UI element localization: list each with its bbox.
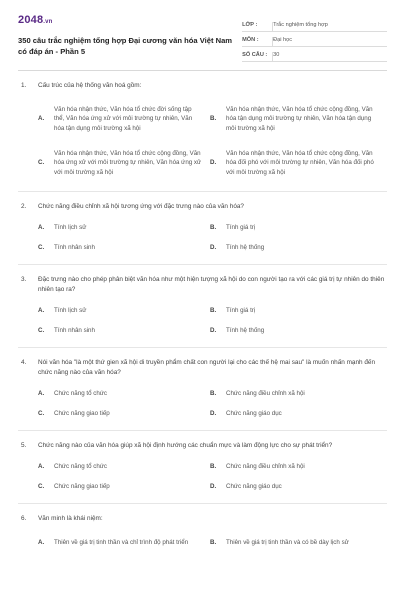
option-letter: B. xyxy=(210,463,217,471)
option-letter: A. xyxy=(38,115,45,123)
option-letter: A. xyxy=(38,224,45,232)
answer-option-b[interactable] xyxy=(210,218,382,238)
answer-option-d[interactable] xyxy=(210,141,382,185)
question-text: Cấu trúc của hệ thống văn hoá gồm: xyxy=(38,82,142,89)
site-logo[interactable] xyxy=(18,14,242,28)
option-letter: B. xyxy=(210,307,217,315)
option-letter: D. xyxy=(210,327,217,335)
option-text: Tính hệ thống xyxy=(226,244,265,252)
answer-option-a[interactable] xyxy=(38,530,210,556)
option-text: Chức năng điều chỉnh xã hội xyxy=(226,463,305,471)
question-number: 3. xyxy=(21,276,27,283)
option-text: Chức năng tổ chức xyxy=(54,463,107,471)
header-divider xyxy=(18,70,387,71)
question-4 xyxy=(18,358,387,431)
question-text-row xyxy=(18,514,387,524)
option-letter: C. xyxy=(38,244,45,252)
option-text: Chức năng giáo dục xyxy=(226,483,282,491)
question-text: Văn minh là khái niệm: xyxy=(38,515,103,522)
question-text: Chức năng nào của văn hóa giúp xã hội định hướng các chuẩn mực và làm động lực cho sự phát triển? xyxy=(38,442,333,449)
answer-options xyxy=(18,301,387,341)
option-letter: C. xyxy=(38,410,45,418)
answer-option-d[interactable] xyxy=(210,477,382,497)
meta-value xyxy=(272,22,387,31)
option-letter: C. xyxy=(38,327,45,335)
meta-row-class xyxy=(242,17,387,32)
option-text: Văn hóa nhận thức, Văn hóa tổ chức cộng đồng, Văn hóa tận dụng môi trường tự nhiên, Văn hóa tận dụng môi trường xã hội xyxy=(226,106,373,132)
option-letter: C. xyxy=(38,159,45,167)
meta-label: MÔN : xyxy=(242,37,259,43)
question-text-row xyxy=(18,441,387,451)
question-5 xyxy=(18,441,387,504)
option-text: Văn hóa nhận thức, Văn hóa tổ chức đời sống tập thể, Văn hóa ứng xử với môi trường tự nhiên, Văn hóa tận dụng môi trường xã hội xyxy=(54,106,193,132)
question-2 xyxy=(18,202,387,265)
option-letter: B. xyxy=(210,224,217,232)
answer-options xyxy=(18,97,387,185)
answer-option-c[interactable] xyxy=(38,404,210,424)
answer-option-a[interactable] xyxy=(38,457,210,477)
meta-row-subject xyxy=(242,32,387,47)
question-number: 4. xyxy=(21,359,27,366)
answer-options xyxy=(18,384,387,424)
option-text: Tính lịch sử xyxy=(54,224,87,232)
question-text-row xyxy=(18,275,387,295)
option-letter: A. xyxy=(38,539,45,547)
answer-option-a[interactable] xyxy=(38,97,210,141)
question-1 xyxy=(18,81,387,192)
option-letter: D. xyxy=(210,159,217,167)
option-letter: D. xyxy=(210,483,217,491)
option-letter: C. xyxy=(38,483,45,491)
question-text: Đặc trưng nào cho phép phân biệt văn hóa như một hiện tượng xã hội do con người tạo ra với các giá trị tự nhiên do thiên nhiên tạo ra? xyxy=(38,276,385,293)
option-letter: D. xyxy=(210,244,217,252)
option-text: Văn hóa nhận thức, Văn hóa tổ chức cộng đồng, Văn hóa đối phó với môi trường tự nhiên, Văn hóa đối phó với môi trường xã hội xyxy=(226,150,374,176)
meta-value-text: Đại học xyxy=(273,37,293,43)
answer-option-a[interactable] xyxy=(38,301,210,321)
question-number: 5. xyxy=(21,442,27,449)
answer-option-c[interactable] xyxy=(38,238,210,258)
option-text: Tính nhân sinh xyxy=(54,244,95,252)
question-number: 1. xyxy=(21,82,27,89)
logo-main: 2048 xyxy=(18,14,44,26)
answer-option-c[interactable] xyxy=(38,321,210,341)
answer-option-a[interactable] xyxy=(38,218,210,238)
question-text-row xyxy=(18,358,387,378)
answer-option-c[interactable] xyxy=(38,477,210,497)
option-letter: B. xyxy=(210,539,217,547)
option-text: Chức năng tổ chức xyxy=(54,390,107,398)
option-text: Tính giá trị xyxy=(226,307,256,315)
answer-option-b[interactable] xyxy=(210,384,382,404)
answer-option-c[interactable] xyxy=(38,141,210,185)
answer-option-b[interactable] xyxy=(210,301,382,321)
answer-option-b[interactable] xyxy=(210,97,382,141)
logo-suffix: .vn xyxy=(43,19,53,25)
option-letter: A. xyxy=(38,463,45,471)
answer-option-d[interactable] xyxy=(210,404,382,424)
option-letter: D. xyxy=(210,410,217,418)
meta-label: LỚP : xyxy=(242,22,258,28)
meta-value xyxy=(272,52,387,61)
meta-value-text: Trắc nghiệm tổng hợp xyxy=(273,22,328,28)
answer-option-d[interactable] xyxy=(210,321,382,341)
question-text: Chức năng điều chỉnh xã hội tương ứng với đặc trưng nào của văn hóa? xyxy=(38,203,244,210)
question-number: 6. xyxy=(21,515,27,522)
question-6 xyxy=(18,514,387,562)
option-text: Chức năng điều chỉnh xã hội xyxy=(226,390,305,398)
answer-option-d[interactable] xyxy=(210,238,382,258)
option-text: Tính lịch sử xyxy=(54,307,87,315)
question-text-row xyxy=(18,202,387,212)
option-text: Chức năng giao tiếp xyxy=(54,410,110,418)
question-3 xyxy=(18,275,387,348)
meta-value-text: 30 xyxy=(273,52,280,58)
document-title: 350 câu trắc nghiệm tổng hợp Đại cương văn hóa Việt Nam có đáp án - Phần 5 xyxy=(18,36,233,56)
option-text: Thiên về giá trị tinh thần và chỉ trình độ phát triển xyxy=(54,539,189,547)
option-text: Tính giá trị xyxy=(226,224,256,232)
question-number: 2. xyxy=(21,203,27,210)
option-text: Văn hóa nhận thức, Văn hóa tổ chức cộng đồng, Văn hóa ứng xử với môi trường tự nhiên, Văn hóa ứng xử với môi trường xã hội xyxy=(54,150,202,176)
meta-label: SỐ CÂU : xyxy=(242,52,268,58)
answer-option-a[interactable] xyxy=(38,384,210,404)
option-letter: A. xyxy=(38,307,45,315)
answer-options xyxy=(18,530,387,556)
option-text: Thiên về giá trị tinh thần và có bề dày lịch sử xyxy=(226,539,349,547)
meta-value xyxy=(272,37,387,46)
option-text: Chức năng giáo dục xyxy=(226,410,282,418)
answer-options xyxy=(18,457,387,497)
answer-options xyxy=(18,218,387,258)
answer-option-b[interactable] xyxy=(210,457,382,477)
answer-option-b[interactable] xyxy=(210,530,382,556)
option-letter: A. xyxy=(38,390,45,398)
option-letter: B. xyxy=(210,115,217,123)
header-left xyxy=(18,14,242,66)
option-text: Chức năng giao tiếp xyxy=(54,483,110,491)
question-text: Nói văn hóa "là một thứ gien xã hội di truyền phẩm chất con người lại cho các thế hệ mai sau" là muốn nhấn mạnh đến chức năng nào của văn hóa? xyxy=(38,359,376,376)
document-meta xyxy=(242,17,387,66)
meta-row-count xyxy=(242,47,387,62)
option-letter: B. xyxy=(210,390,217,398)
question-text-row xyxy=(18,81,387,91)
document-header xyxy=(18,0,387,66)
option-text: Tính hệ thống xyxy=(226,327,265,335)
option-text: Tính nhân sinh xyxy=(54,327,95,335)
